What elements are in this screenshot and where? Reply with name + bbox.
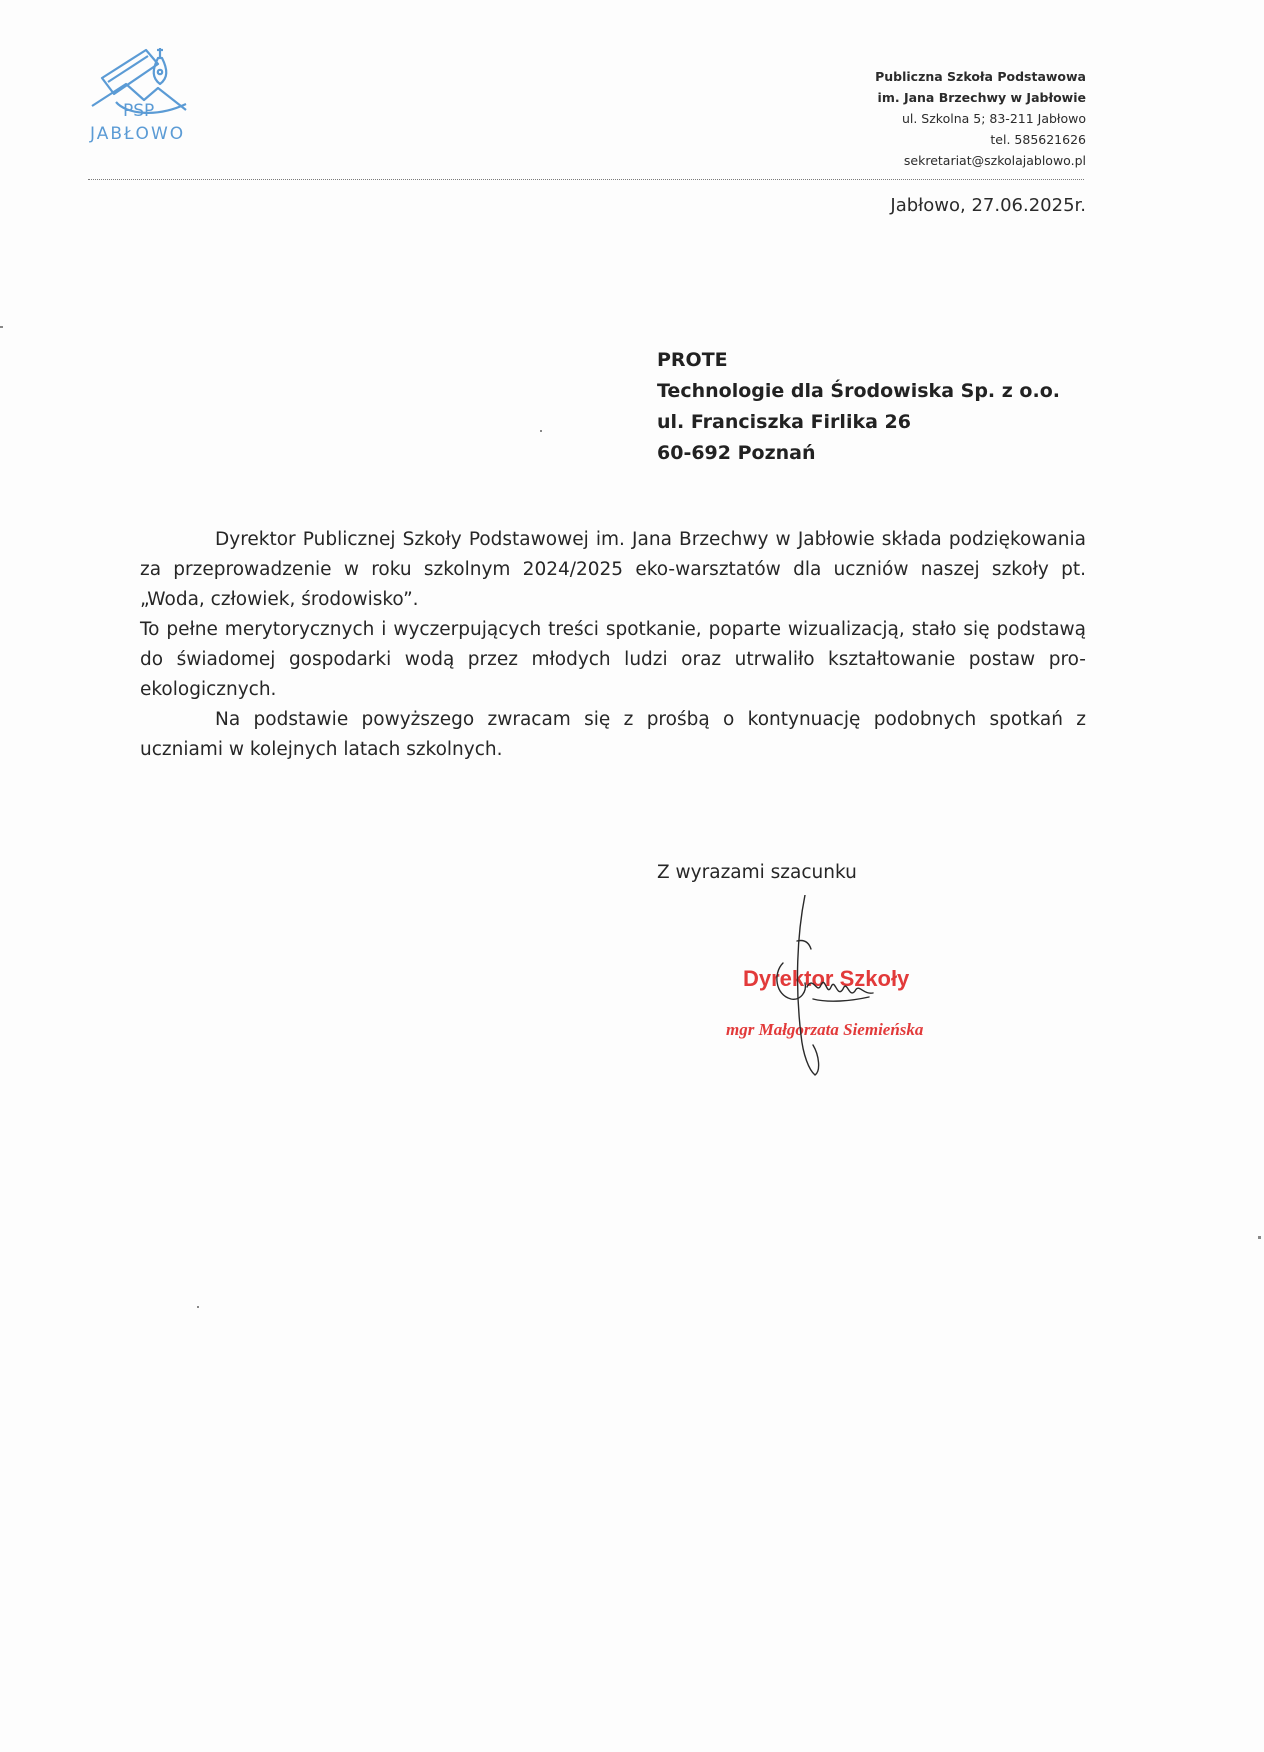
school-phone: tel. 585621626 (990, 132, 1086, 147)
recipient-address (657, 345, 1060, 469)
recipient-line-3: ul. Franciszka Firlika 26 (657, 411, 911, 433)
scan-speck (540, 430, 542, 432)
school-address: ul. Szkolna 5; 83-211 Jabłowo (901, 111, 1086, 126)
body-paragraph-2: To pełne merytorycznych i wyczerpujących treści spotkanie, poparte wizualizacją, stało się podstawą do świadomej gospodarki wodą przez młodych ludzi oraz utrwaliło kształtowanie postaw pro-ekologicznych. (140, 619, 1086, 700)
recipient-line-4: 60-692 Poznań (657, 442, 816, 464)
handwritten-signature (735, 895, 935, 1085)
recipient-line-1: PROTE (657, 349, 728, 371)
school-info (875, 66, 1086, 171)
scan-speck (0, 326, 3, 328)
closing-phrase: Z wyrazami szacunku (657, 862, 857, 883)
body-paragraph-1: Dyrektor Publicznej Szkoły Podstawowej im. Jana Brzechwy w Jabłowie składa podziękowania za przeprowadzenie w roku szkolnym 2024/2025 eko-warsztatów dla uczniów naszej szkoły pt. „Woda, człowiek, środowisko”. (140, 529, 1086, 610)
letter-body (140, 525, 1086, 765)
logo-place-name: JABŁOWO (90, 124, 186, 144)
school-patron: im. Jana Brzechwy w Jabłowie (877, 90, 1086, 105)
scan-speck (197, 1306, 199, 1308)
logo-abbr: PSP (123, 101, 155, 121)
stamp-name: mgr Małgorzata Siemieńska (726, 1020, 924, 1039)
recipient-line-2: Technologie dla Środowiska Sp. z o.o. (657, 380, 1060, 402)
scan-speck (1258, 1236, 1261, 1239)
letter-date: Jabłowo, 27.06.2025r. (890, 195, 1086, 216)
header-divider (88, 179, 1084, 180)
school-email: sekretariat@szkolajablowo.pl (903, 153, 1086, 168)
school-name: Publiczna Szkoła Podstawowa (875, 69, 1086, 84)
stamp-title: Dyrektor Szkoły (743, 966, 910, 991)
body-paragraph-3: Na podstawie powyższego zwracam się z prośbą o kontynuację podobnych spotkań z uczniami w kolejnych latach szkolnych. (140, 709, 1086, 760)
